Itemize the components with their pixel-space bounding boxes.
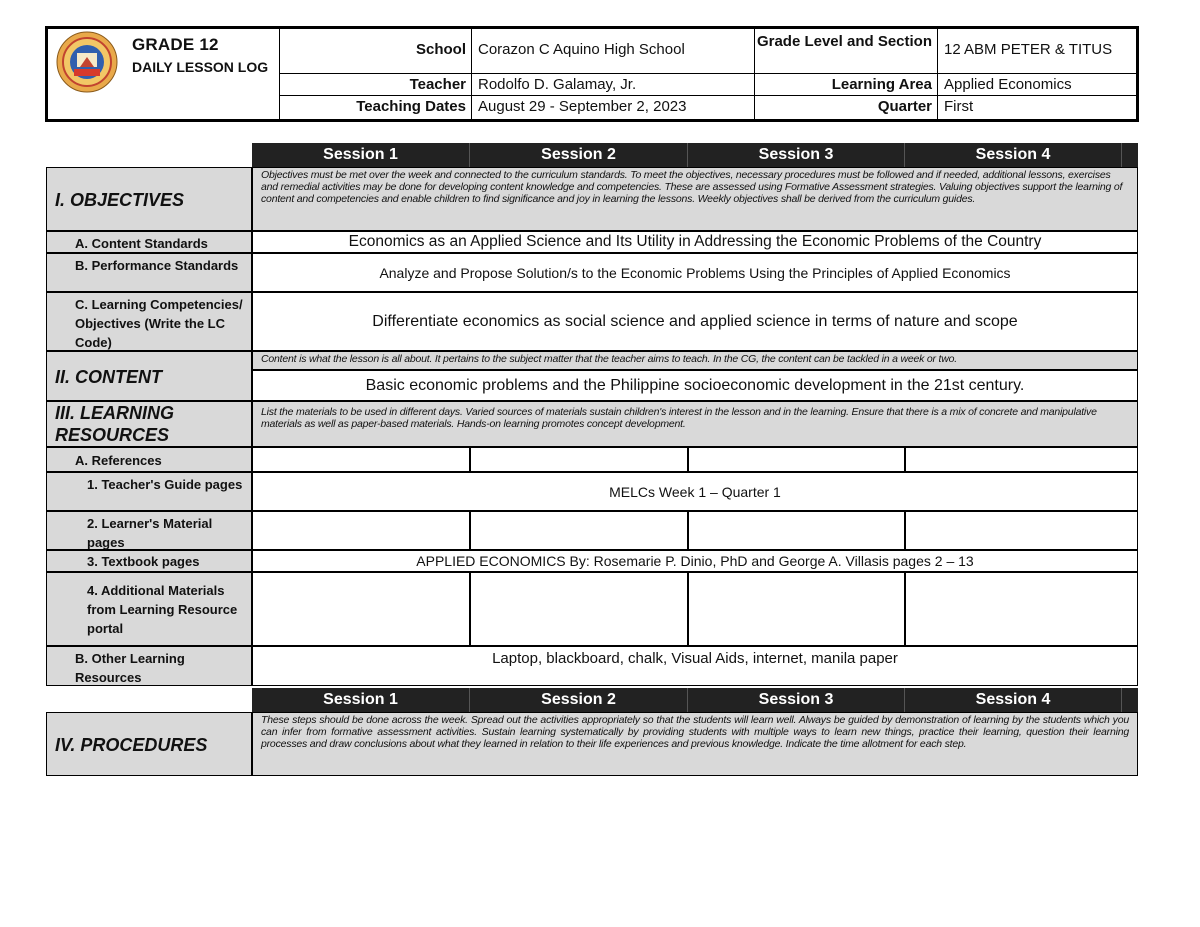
- learners-material-cell: [252, 511, 470, 550]
- other-resources-label: B. Other Learning Resources: [46, 646, 252, 686]
- teacher-label: Teacher: [409, 76, 466, 93]
- session-header: Session 2: [470, 143, 688, 167]
- teachers-guide-value: MELCs Week 1 – Quarter 1: [252, 472, 1138, 511]
- other-resources-value: Laptop, blackboard, chalk, Visual Aids, internet, manila paper: [252, 646, 1138, 686]
- resources-title: III. LEARNING RESOURCES: [46, 401, 252, 447]
- additional-materials-cell: [688, 572, 905, 646]
- session-header: Session 3: [688, 143, 905, 167]
- session-header: Session 3: [688, 688, 905, 712]
- learners-material-cell: [688, 511, 905, 550]
- school-seal-logo: [56, 31, 118, 93]
- session-header-end: [1122, 688, 1138, 712]
- dates-label: Teaching Dates: [356, 98, 466, 115]
- textbook-value: APPLIED ECONOMICS By: Rosemarie P. Dinio, PhD and George A. Villasis pages 2 – 13: [252, 550, 1138, 572]
- learning-area-value: Applied Economics: [944, 76, 1072, 93]
- learning-area-label: Learning Area: [831, 76, 932, 93]
- teachers-guide-label: 1. Teacher's Guide pages: [46, 472, 252, 511]
- additional-materials-label: 4. Additional Materials from Learning Resource portal: [46, 572, 252, 646]
- content-value: Basic economic problems and the Philippine socioeconomic development in the 21st century.: [252, 370, 1138, 401]
- references-cell: [252, 447, 470, 472]
- performance-standards-value: Analyze and Propose Solution/s to the Economic Problems Using the Principles of Applied Economics: [252, 253, 1138, 292]
- session-header: Session 4: [905, 688, 1122, 712]
- additional-materials-cell: [470, 572, 688, 646]
- additional-materials-cell: [252, 572, 470, 646]
- session-header: Session 2: [470, 688, 688, 712]
- references-cell: [905, 447, 1138, 472]
- references-cell: [688, 447, 905, 472]
- session-header: Session 1: [252, 143, 470, 167]
- learners-material-cell: [905, 511, 1138, 550]
- learners-material-cell: [470, 511, 688, 550]
- content-standards-value: Economics as an Applied Science and Its Utility in Addressing the Economic Problems of the Country: [252, 231, 1138, 253]
- references-cell: [470, 447, 688, 472]
- session-header-end: [1122, 143, 1138, 167]
- content-standards-label: A. Content Standards: [46, 231, 252, 253]
- teacher-value: Rodolfo D. Galamay, Jr.: [478, 76, 637, 93]
- divider: [279, 95, 1136, 96]
- textbook-label: 3. Textbook pages: [46, 550, 252, 572]
- competencies-value: Differentiate economics as social science and applied science in terms of nature and scope: [252, 292, 1138, 351]
- procedures-note: These steps should be done across the week. Spread out the activities appropriately so that the students will learn well. Always be guided by demonstration of learning by the students which you can infer from formative assessment activities. Sustain learning systematically by providing students with multiple ways to learn new things, practice their learning, question their learning processes and draw conclusions about what they learned in relation to their life experiences and previous knowledge. Indicate the time allotment for each step.: [252, 712, 1138, 776]
- performance-standards-label: B. Performance Standards: [46, 253, 252, 292]
- learners-material-label: 2. Learner's Material pages: [46, 511, 252, 550]
- procedures-title: IV. PROCEDURES: [46, 712, 252, 776]
- school-value: Corazon C Aquino High School: [478, 41, 685, 58]
- resources-note: List the materials to be used in different days. Varied sources of materials sustain children's interest in the lesson and in the learning. Ensure that there is a mix of concrete and manipulative materials as well as paper-based materials. Hands-on learning promotes concept development.: [252, 401, 1138, 447]
- additional-materials-cell: [905, 572, 1138, 646]
- competencies-label: C. Learning Competencies/ Objectives (Write the LC Code): [46, 292, 252, 351]
- grade-level-label: Grade Level and Section: [756, 33, 932, 50]
- session-header: Session 1: [252, 688, 470, 712]
- grade-level-value: 12 ABM PETER & TITUS: [944, 41, 1113, 58]
- objectives-title: I. OBJECTIVES: [46, 167, 252, 231]
- content-note: Content is what the lesson is all about. It pertains to the subject matter that the teacher aims to teach. In the CG, the content can be tackled in a week or two.: [252, 351, 1138, 370]
- references-label: A. References: [46, 447, 252, 472]
- content-title: II. CONTENT: [46, 351, 252, 401]
- dates-value: August 29 - September 2, 2023: [478, 98, 687, 115]
- grade-title: GRADE 12: [132, 35, 219, 54]
- header-table: [45, 26, 1139, 122]
- logo-cell: [48, 29, 280, 119]
- quarter-label: Quarter: [877, 98, 932, 115]
- session-header: Session 4: [905, 143, 1122, 167]
- log-title: DAILY LESSON LOG: [132, 59, 269, 75]
- divider: [279, 73, 1136, 74]
- objectives-note: Objectives must be met over the week and connected to the curriculum standards. To meet the objectives, necessary procedures must be followed and if needed, additional lessons, exercises and remedial activities may be done for developing content knowledge and competencies. These are assessed using Formative Assessment strategies. Valuing objectives support the learning of content and competencies and enable children to find significance and joy in learning the lessons. Weekly objectives shall be derived from the curriculum guides.: [252, 167, 1138, 231]
- school-label: School: [415, 41, 466, 58]
- quarter-value: First: [944, 98, 974, 115]
